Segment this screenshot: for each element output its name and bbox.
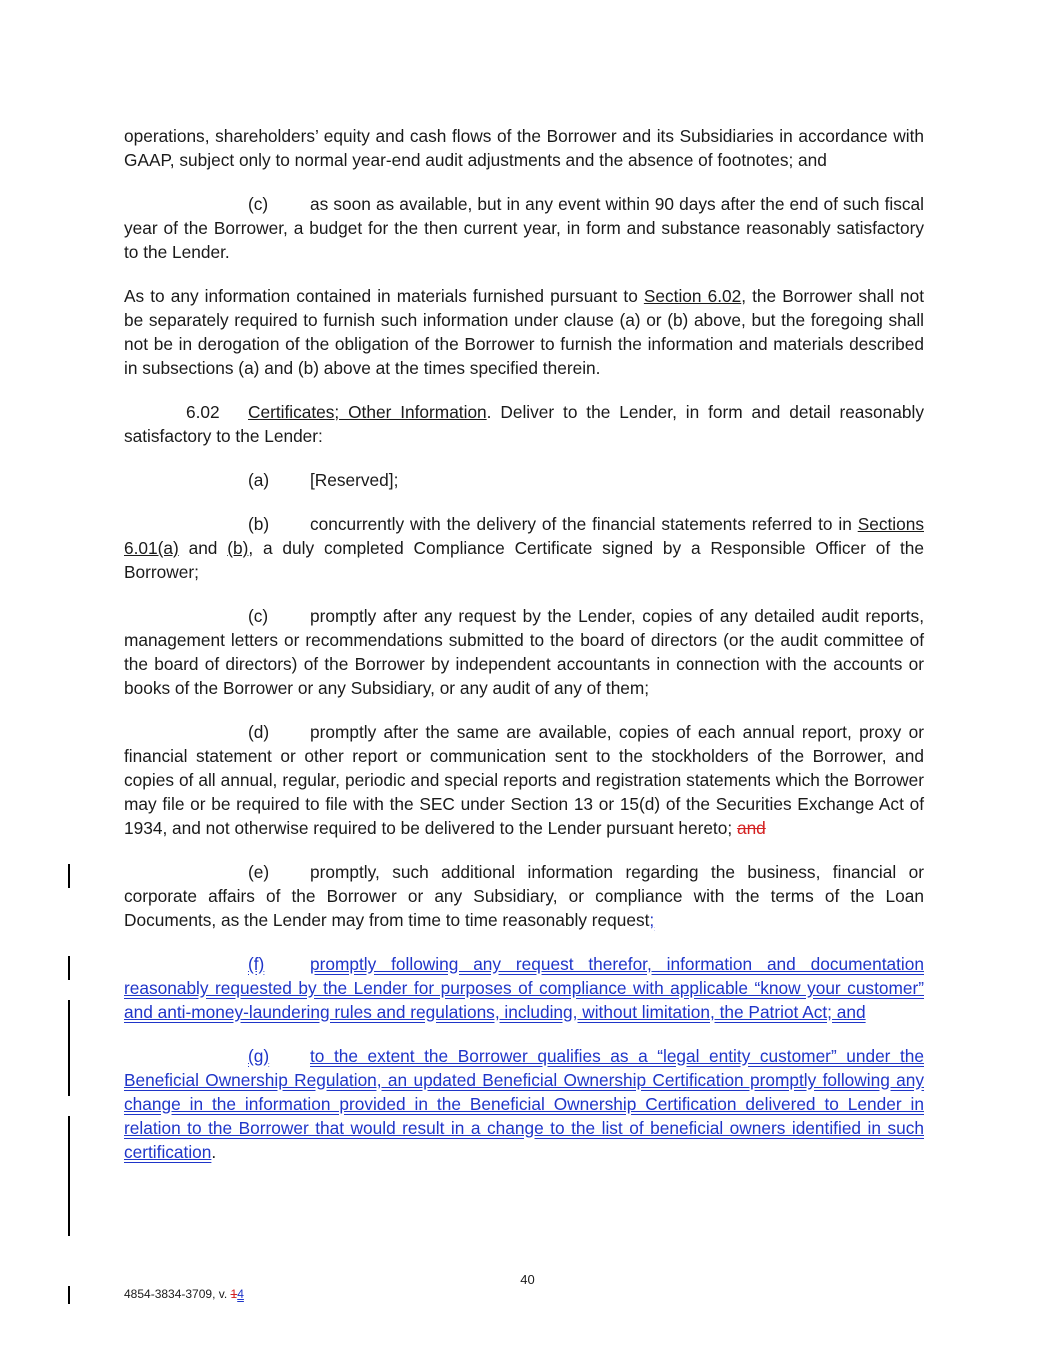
clause-g-beneficial-ownership: (g) to the extent the Borrower qualifies as a “legal entity customer” under the Beneficial Ownership Regulation, an updated Beneficial Ownership Certification promptly following any change in the information provided in the Beneficial Ownership Certification delivered to Lender in relation to the Borrower that would result in a change to the list of beneficial owners identified in such certification. [124,1046,924,1162]
document-body [124,124,924,1184]
change-bar [68,864,70,888]
inserted-text: ; [649,910,655,930]
clause-label: (d) [248,722,270,742]
section-number: 6.02 [186,402,220,422]
paragraph-continuation: operations, shareholders’ equity and cash flows of the Borrower and its Subsidiaries in accordance with GAAP, subject only to normal year-end audit adjustments and the absence of footnotes; and [124,126,924,170]
clause-f-kyc [124,952,924,1024]
section-link[interactable]: (b) [227,538,249,558]
clause-c-budget: (c) as soon as available, but in any event within 90 days after the end of such fiscal year of the Borrower, a budget for the then current year, in form and substance reasonably satisfactory to the Lender. [124,194,924,262]
deleted-text: 1 [230,1287,238,1301]
section-title: Certificates; Other Information [248,402,487,422]
change-bar [68,1116,70,1236]
clause-label: (a) [248,470,270,490]
clause-label: (c) [248,194,269,214]
inserted-text: to the extent the Borrower qualifies as a “legal entity customer” under the Beneficial Ownership Regulation, an updated Beneficial Ownership Certification promptly following any change in the information provided in the Beneficial Ownership Certification delivered to Lender in relation to the Borrower that would result in a change to the list of beneficial owners identified in such certification [124,1046,924,1162]
inserted-text: 4 [237,1287,244,1301]
clause-label: (b) [248,514,270,534]
clause-c-audit-reports: (c) promptly after any request by the Lender, copies of any detailed audit reports, management letters or recommendations submitted to the board of directors (or the audit committee of the board of directors) of the Borrower by independent accountants in connection with the accounts or books of the Borrower or any Subsidiary, or any audit of any of them; [124,606,924,698]
document-footer: 4854-3834-3709, v. 14 [124,1287,244,1301]
section-6-02-heading: 6.02 Certificates; Other Information. Deliver to the Lender, in form and detail reasonably satisfactory to the Lender: [124,402,924,446]
change-bar [68,1000,70,1096]
change-bar [68,956,70,980]
clause-label: (e) [248,862,270,882]
inserted-text: promptly following any request therefor, information and documentation reasonably requested by the Lender for purposes of compliance with applicable “know your customer” and anti-money-laundering rules and regulations, including, without limitation, the Patriot Act; and [124,954,924,1022]
paragraph-section-reference: As to any information contained in materials furnished pursuant to Section 6.02, the Borrower shall not be separately required to furnish such information under clause (a) or (b) above, but the foregoing shall not be in derogation of the obligation of the Borrower to furnish the information and materials described in subsections (a) and (b) above at the times specified therein. [124,286,925,378]
clause-a-reserved: (a) [Reserved]; [248,470,399,490]
page-number: 40 [520,1272,535,1287]
section-link[interactable]: Section 6.02 [643,286,742,306]
deleted-text: and [736,818,766,838]
section-link[interactable]: Sections 6.01(a) [124,514,924,558]
clause-e-additional-info: (e) promptly, such additional information regarding the business, financial or corporate affairs of the Borrower or any Subsidiary, or compliance with the terms of the Loan Documents, as the Lender may from time to time reasonably request; [124,862,924,930]
clause-label: (g) [248,1046,270,1066]
clause-b-compliance: (b) concurrently with the delivery of the financial statements referred to in Sections 6.01(a) and (b), a duly completed Compliance Certificate signed by a Responsible Officer of the Borrower; [124,514,924,582]
clause-label: (c) [248,606,269,626]
clause-d-annual-reports: (d) promptly after the same are available, copies of each annual report, proxy or financial statement or other report or communication sent to the stockholders of the Borrower, and copies of all annual, regular, periodic and special reports and registration statements which the Borrower may file or be required to file with the SEC under Section 13 or 15(d) of the Securities Exchange Act of 1934, and not otherwise required to be delivered to the Lender pursuant hereto; and [124,722,924,838]
clause-label: (f) [248,954,265,974]
change-bar [68,1286,70,1304]
